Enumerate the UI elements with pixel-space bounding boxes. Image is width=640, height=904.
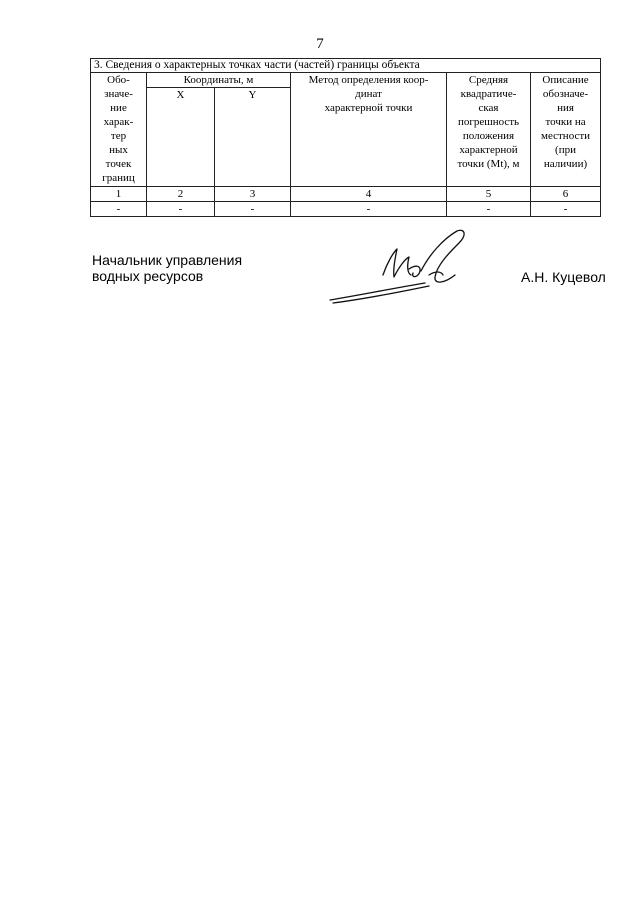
header-x: X bbox=[147, 88, 215, 187]
header-description: Описание обозначе- ния точки на местности (при наличии) bbox=[531, 73, 601, 187]
column-number: 2 bbox=[147, 187, 215, 202]
signatory-position bbox=[92, 252, 242, 284]
position-line-1: Начальник управления bbox=[92, 252, 243, 268]
page-number: 7 bbox=[316, 36, 324, 52]
header-coordinates: Координаты, м bbox=[147, 73, 291, 88]
table-cell: - bbox=[91, 202, 147, 217]
characteristic-points-table bbox=[90, 58, 601, 217]
table-cell: - bbox=[291, 202, 447, 217]
header-method: Метод определения коор- динат характерной точки bbox=[291, 73, 447, 187]
column-number: 5 bbox=[447, 187, 531, 202]
handwritten-signature bbox=[325, 225, 475, 310]
header-y: Y bbox=[215, 88, 291, 187]
position-line-2: водных ресурсов bbox=[92, 268, 204, 284]
header-error: Средняя квадратиче- ская погрешность положения характерной точки (Mt), м bbox=[447, 73, 531, 187]
column-number-row bbox=[91, 187, 601, 202]
table-cell: - bbox=[531, 202, 601, 217]
table-cell: - bbox=[215, 202, 291, 217]
table-cell: - bbox=[447, 202, 531, 217]
column-number: 1 bbox=[91, 187, 147, 202]
table-row bbox=[91, 202, 601, 217]
column-number: 6 bbox=[531, 187, 601, 202]
header-designation: Обо- значе- ние харак- тер ных точек границ bbox=[91, 73, 147, 187]
column-number: 4 bbox=[291, 187, 447, 202]
column-number: 3 bbox=[215, 187, 291, 202]
table-cell: - bbox=[147, 202, 215, 217]
table-caption: 3. Сведения о характерных точках части (частей) границы объекта bbox=[91, 59, 601, 73]
signatory-name: А.Н. Куцевол bbox=[521, 269, 606, 285]
